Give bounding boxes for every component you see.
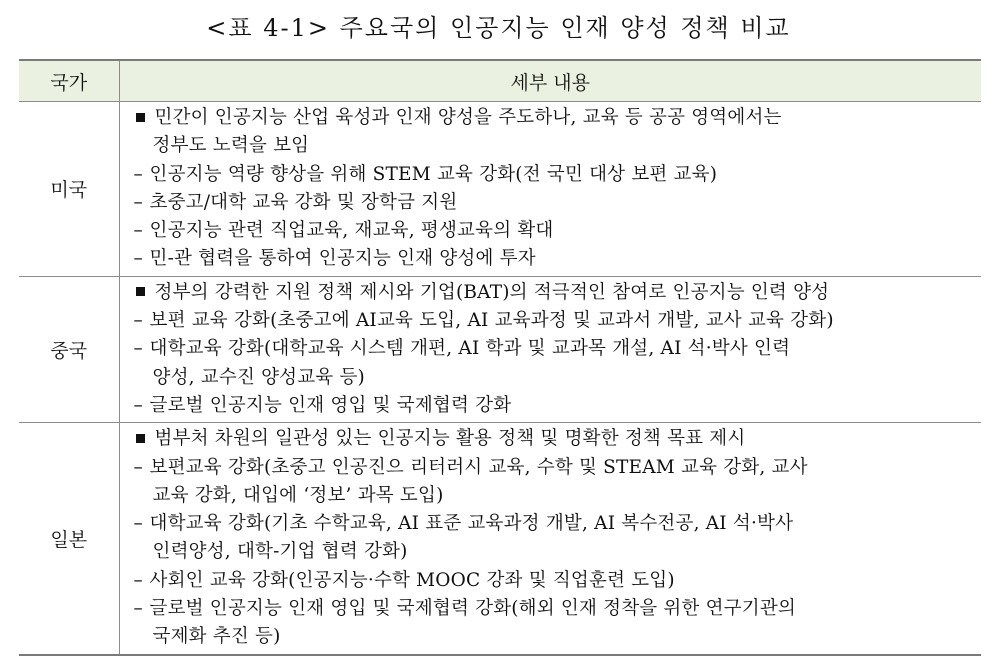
continuation-line (134, 538, 982, 566)
line-text: 보편 교육 강화(초중고에 AI교육 도입, AI 교육과정 및 교과서 개발, 교사 교육 강화) (149, 310, 834, 332)
dash-bullet-icon: – (133, 163, 143, 185)
dash-bullet-icon: – (133, 310, 143, 332)
policy-item-line (134, 510, 982, 538)
policy-item-line (134, 595, 982, 623)
line-text: 민-관 협력을 통하여 인공지능 인재 양성에 투자 (149, 248, 536, 270)
country-cell: 미국 (19, 102, 119, 277)
dash-bullet-icon: – (133, 513, 143, 535)
country-cell: 일본 (19, 423, 119, 655)
summary-line (134, 279, 982, 307)
square-bullet-icon (136, 434, 145, 443)
table-header-row (19, 60, 981, 102)
line-text: 초중고/대학 교육 강화 및 장학금 지원 (149, 191, 458, 213)
line-text: 정부도 노력을 보임 (152, 135, 310, 157)
line-text: 국제화 추진 등) (152, 626, 281, 648)
line-text: 글로벌 인공지능 인재 영입 및 국제협력 강화 (149, 394, 512, 416)
dash-bullet-icon: – (133, 338, 143, 360)
line-text: 교육 강화, 대입에 ‘정보’ 과목 도입) (152, 484, 444, 506)
line-text: 정부의 강력한 지원 정책 제시와 기업(BAT)의 적극적인 참여로 인공지능 인력 양성 (154, 281, 830, 303)
line-text: 범부처 차원의 일관성 있는 인공지능 활용 정책 및 명확한 정책 목표 제시 (154, 428, 746, 450)
country-cell: 중국 (19, 276, 119, 422)
table-row (19, 276, 981, 422)
continuation-line (134, 482, 982, 510)
policy-item-line (134, 567, 982, 595)
detail-cell (119, 423, 981, 655)
table-row (19, 102, 981, 277)
dash-bullet-icon: – (133, 220, 143, 242)
table-title: <표 4-1> 주요국의 인공지능 인재 양성 정책 비교 (206, 14, 791, 42)
policy-comparison-table (19, 59, 981, 656)
detail-cell (119, 102, 981, 277)
line-text: 인공지능 역량 향상을 위해 STEM 교육 강화(전 국민 대상 보편 교육) (149, 163, 718, 185)
continuation-line (134, 364, 982, 392)
line-text: 글로벌 인공지능 인재 영입 및 국제협력 강화(해외 인재 정착을 위한 연구기관의 (149, 598, 796, 620)
dash-bullet-icon: – (133, 191, 143, 213)
continuation-line (134, 623, 982, 651)
policy-item-line (134, 189, 982, 217)
column-header-country: 국가 (19, 60, 119, 102)
policy-item-line (134, 307, 982, 335)
continuation-line (134, 132, 982, 160)
dash-bullet-icon: – (133, 569, 143, 591)
square-bullet-icon (136, 287, 145, 296)
line-text: 민간이 인공지능 산업 육성과 인재 양성을 주도하나, 교육 등 공공 영역에서는 (154, 107, 782, 128)
line-text: 보편교육 강화(초중고 인공진으 리터러시 교육, 수학 및 STEAM 교육 강화, 교사 (149, 456, 808, 478)
line-text: 인력양성, 대학-기업 협력 강화) (152, 541, 408, 563)
square-bullet-icon (136, 113, 145, 122)
line-text: 대학교육 강화(대학교육 시스템 개편, AI 학과 및 교과목 개설, AI 석·박사 인력 (149, 338, 791, 360)
line-text: 양성, 교수진 양성교육 등) (152, 366, 365, 388)
line-text: 대학교육 강화(기초 수학교육, AI 표준 교육과정 개발, AI 복수전공, AI 석·박사 (149, 513, 794, 535)
dash-bullet-icon: – (133, 248, 143, 270)
table-row (19, 423, 981, 655)
line-text: 사회인 교육 강화(인공지능·수학 MOOC 강좌 및 직업훈련 도입) (149, 569, 675, 591)
policy-item-line (134, 454, 982, 482)
policy-item-line (134, 245, 982, 273)
dash-bullet-icon: – (133, 598, 143, 620)
summary-line (134, 104, 982, 132)
dash-bullet-icon: – (133, 456, 143, 478)
dash-bullet-icon: – (133, 394, 143, 416)
line-text: 인공지능 관련 직업교육, 재교육, 평생교육의 확대 (149, 220, 554, 242)
detail-cell (119, 276, 981, 422)
column-header-detail: 세부 내용 (119, 60, 981, 102)
summary-line (134, 425, 982, 453)
policy-item-line (134, 392, 982, 420)
policy-item-line (134, 335, 982, 363)
policy-item-line (134, 161, 982, 189)
policy-item-line (134, 217, 982, 245)
